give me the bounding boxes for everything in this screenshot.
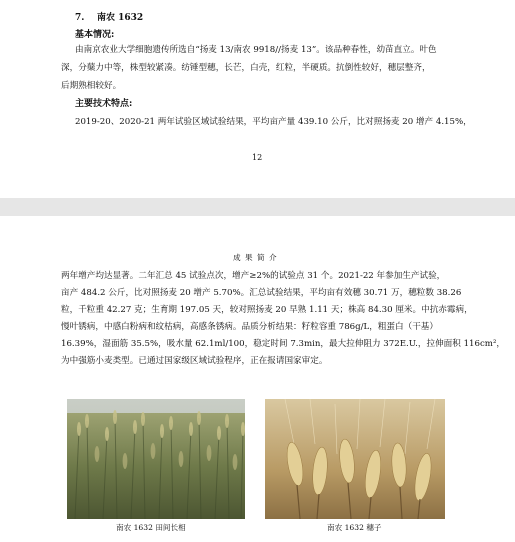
variety-name: 南农 1632 bbox=[96, 13, 144, 23]
wheat-ears-photo bbox=[265, 399, 445, 519]
variety-heading bbox=[75, 12, 143, 24]
summary-line-5: 16.39%，湿面筋 35.5%，吸水量 62.1ml/100，稳定时间 7.3min，最大拉伸阻力 372E.U.，拉伸面积 116cm²， bbox=[61, 339, 505, 349]
wheat-field-image bbox=[67, 399, 245, 519]
page-number: 12 bbox=[252, 153, 263, 162]
summary-line-1: 两年增产均达显著。二年汇总 45 试验点次，增产≥2%的试验点 31 个。2021-22 年参加生产试验， bbox=[61, 271, 446, 281]
basic-info-line-2: 深，分蘖力中等，株型较紧凑。纺锤型穗，长芒，白壳，红粒，半硬质。抗倒性较好，穗层整齐， bbox=[61, 63, 431, 73]
basic-info-line-1: 由南京农业大学细胞遗传所选自“扬麦 13/南农 9918//扬麦 13”。该品种春性，幼苗直立。叶色 bbox=[75, 45, 437, 55]
tech-features-heading: 主要技术特点: bbox=[75, 99, 133, 109]
wheat-ears-image bbox=[265, 399, 445, 519]
item-number: 7. bbox=[75, 13, 85, 23]
summary-line-3: 粒，千粒重 42.27 克；生育期 197.05 天，较对照扬麦 20 早熟 1.11 天；株高 84.30 厘米。中抗赤霉病， bbox=[61, 305, 473, 315]
tech-features-line: 2019-20、2020-21 两年试验区域试验结果，平均亩产量 439.10 公斤，比对照扬麦 20 增产 4.15%， bbox=[75, 117, 472, 127]
page-gap bbox=[0, 198, 515, 216]
page-header: 成 果 简 介 bbox=[233, 253, 278, 262]
basic-info-heading: 基本情况: bbox=[75, 30, 115, 40]
document-page-2 bbox=[0, 216, 515, 542]
wheat-field-photo bbox=[67, 399, 245, 519]
summary-line-4: 慢叶锈病，中感白粉病和纹枯病，高感条锈病。品质分析结果：籽粒容重 786g/L，粗蛋白（干基） bbox=[61, 322, 438, 332]
basic-info-line-3: 后期熟相较好。 bbox=[61, 81, 122, 91]
summary-line-2: 亩产 484.2 公斤，比对照扬麦 20 增产 5.70%。汇总试验结果，平均亩有效穗 30.71 万，穗粒数 38.26 bbox=[61, 288, 462, 298]
document-page-1 bbox=[0, 0, 515, 198]
photo-caption-field: 南农 1632 田间长相 bbox=[116, 523, 186, 532]
photo-caption-ears: 南农 1632 穗子 bbox=[327, 523, 382, 532]
summary-line-6: 为中强筋小麦类型。已通过国家级区域试验程序，正在报请国家审定。 bbox=[61, 356, 328, 366]
